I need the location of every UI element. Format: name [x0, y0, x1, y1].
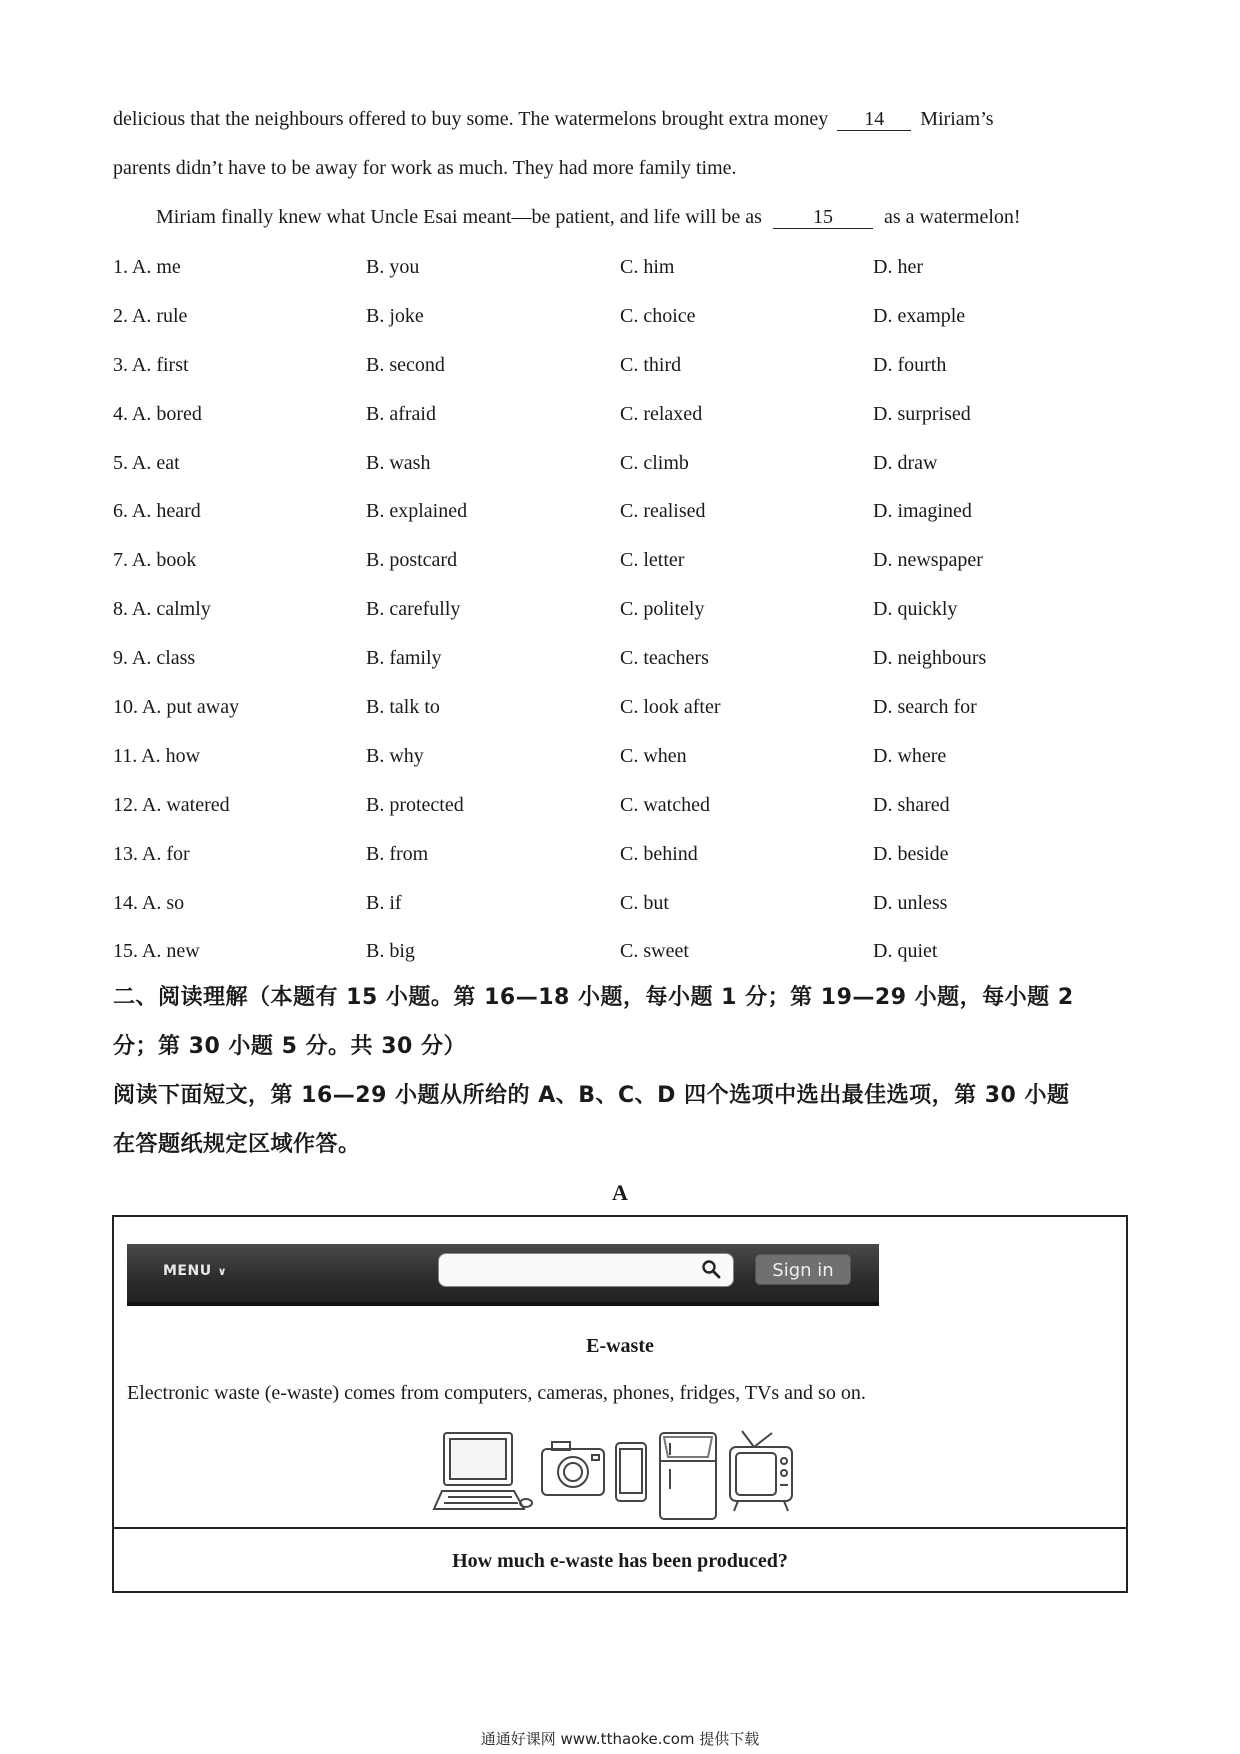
fridge-icon [660, 1433, 716, 1519]
option-b: B. you [366, 256, 420, 278]
camera-icon [542, 1442, 604, 1495]
passage-line-3 [156, 202, 1021, 232]
option-a: 3. A. first [113, 353, 189, 376]
option-d: D. imagined [873, 500, 972, 523]
option-row [113, 301, 1113, 350]
option-b: B. second [366, 353, 445, 376]
option-a: 8. A. calmly [113, 598, 211, 621]
option-row [113, 252, 1113, 301]
option-row [113, 888, 1113, 937]
option-c: C. relaxed [620, 402, 703, 425]
option-d: D. fourth [873, 353, 947, 376]
passage-line-3-before: Miriam finally knew what Uncle Esai meant—be patient, and life will be as [156, 206, 762, 228]
option-row [113, 643, 1113, 692]
option-b: B. joke [366, 304, 424, 327]
passage-letter: A [612, 1180, 628, 1205]
option-row [113, 692, 1113, 741]
option-c: C. choice [620, 304, 696, 327]
box-divider [114, 1527, 1126, 1529]
tv-icon [730, 1431, 792, 1511]
option-d: D. unless [873, 891, 948, 914]
search-input[interactable] [438, 1253, 734, 1287]
option-row [113, 936, 1113, 985]
electronics-illustration [432, 1429, 824, 1525]
passage-line-1 [113, 104, 994, 134]
option-b: B. protected [366, 793, 464, 816]
option-d: D. surprised [873, 402, 971, 425]
option-c: C. third [620, 353, 682, 376]
section-instruction-line-1: 阅读下面短文，第 16—29 小题从所给的 A、B、C、D 四个选项中选出最佳选项，第 30 小题 [113, 1083, 1070, 1108]
option-row [113, 350, 1113, 399]
option-c: C. realised [620, 500, 706, 523]
option-b: B. postcard [366, 549, 458, 572]
option-a: 11. A. how [113, 744, 201, 767]
option-a: 12. A. watered [113, 793, 230, 816]
webpage-title: E-waste [586, 1335, 654, 1357]
option-c: C. letter [620, 549, 685, 572]
option-c: C. politely [620, 598, 705, 621]
navbar [127, 1244, 879, 1306]
option-d: D. newspaper [873, 549, 983, 572]
option-row [113, 594, 1113, 643]
section-heading-line-2: 分；第 30 小题 5 分。共 30 分） [113, 1034, 466, 1059]
option-row [113, 448, 1113, 497]
search-icon[interactable] [701, 1259, 721, 1279]
footer-watermark: 通通好课网 www.tthaoke.com 提供下载 [480, 1730, 760, 1748]
option-a: 14. A. so [113, 891, 185, 914]
option-b: B. big [366, 940, 415, 963]
computer-icon [434, 1433, 532, 1509]
sign-in-button[interactable]: Sign in [755, 1254, 851, 1285]
option-a: 1. A. me [113, 256, 181, 278]
option-a: 13. A. for [113, 842, 190, 865]
option-row [113, 741, 1113, 790]
blank-15: 15 [773, 206, 873, 229]
passage-line-3-after: as a watermelon! [883, 206, 1021, 228]
option-row [113, 839, 1113, 888]
phone-icon [616, 1443, 646, 1501]
option-a: 9. A. class [113, 647, 196, 670]
passage-line-2: parents didn’t have to be away for work as much. They had more family time. [113, 157, 737, 179]
option-d: D. draw [873, 451, 938, 474]
section-instruction-line-2: 在答题纸规定区域作答。 [113, 1132, 361, 1157]
option-b: B. wash [366, 451, 431, 474]
menu-button[interactable] [163, 1263, 227, 1279]
option-a: 2. A. rule [113, 304, 188, 327]
option-c: C. teachers [620, 647, 709, 670]
option-c: C. climb [620, 451, 689, 474]
option-row [113, 545, 1113, 594]
option-d: D. neighbours [873, 647, 987, 670]
option-b: B. carefully [366, 598, 461, 621]
option-c: C. look after [620, 696, 721, 719]
webpage-intro: Electronic waste (e-waste) comes from computers, cameras, phones, fridges, TVs and so on. [127, 1382, 866, 1404]
option-a: 7. A. book [113, 549, 197, 572]
option-a: 5. A. eat [113, 451, 180, 474]
option-row [113, 496, 1113, 545]
option-b: B. if [366, 891, 402, 914]
section-heading-line-1: 二、阅读理解（本题有 15 小题。第 16—18 小题，每小题 1 分；第 19—29 小题，每小题 2 [113, 985, 1074, 1010]
blank-14: 14 [837, 108, 911, 131]
passage-line-1-after: Miriam’s [920, 108, 994, 130]
option-c: C. when [620, 744, 687, 767]
option-d: D. shared [873, 793, 950, 816]
option-row [113, 790, 1113, 839]
option-b: B. family [366, 647, 442, 670]
webpage-box [112, 1215, 1128, 1593]
option-b: B. talk to [366, 696, 440, 719]
option-d: D. where [873, 744, 947, 767]
option-row [113, 399, 1113, 448]
option-b: B. from [366, 842, 429, 865]
option-c: C. him [620, 256, 675, 278]
option-d: D. example [873, 304, 966, 327]
option-d: D. quickly [873, 598, 958, 621]
menu-label: MENU [163, 1263, 212, 1279]
option-b: B. explained [366, 500, 468, 523]
option-a: 10. A. put away [113, 696, 240, 719]
answer-options [113, 252, 1113, 985]
webpage-question: How much e-waste has been produced? [452, 1550, 788, 1572]
option-d: D. search for [873, 696, 977, 719]
option-c: C. watched [620, 793, 710, 816]
option-a: 6. A. heard [113, 500, 201, 523]
option-d: D. her [873, 256, 923, 278]
option-c: C. sweet [620, 940, 689, 963]
option-a: 15. A. new [113, 940, 200, 963]
chevron-down-icon: ∨ [217, 1265, 228, 1278]
option-a: 4. A. bored [113, 402, 202, 425]
option-c: C. but [620, 891, 669, 914]
option-d: D. quiet [873, 940, 938, 963]
option-b: B. why [366, 744, 424, 767]
option-c: C. behind [620, 842, 698, 865]
option-d: D. beside [873, 842, 949, 865]
option-b: B. afraid [366, 402, 436, 425]
passage-line-1-before: delicious that the neighbours offered to buy some. The watermelons brought extra money [113, 108, 829, 130]
